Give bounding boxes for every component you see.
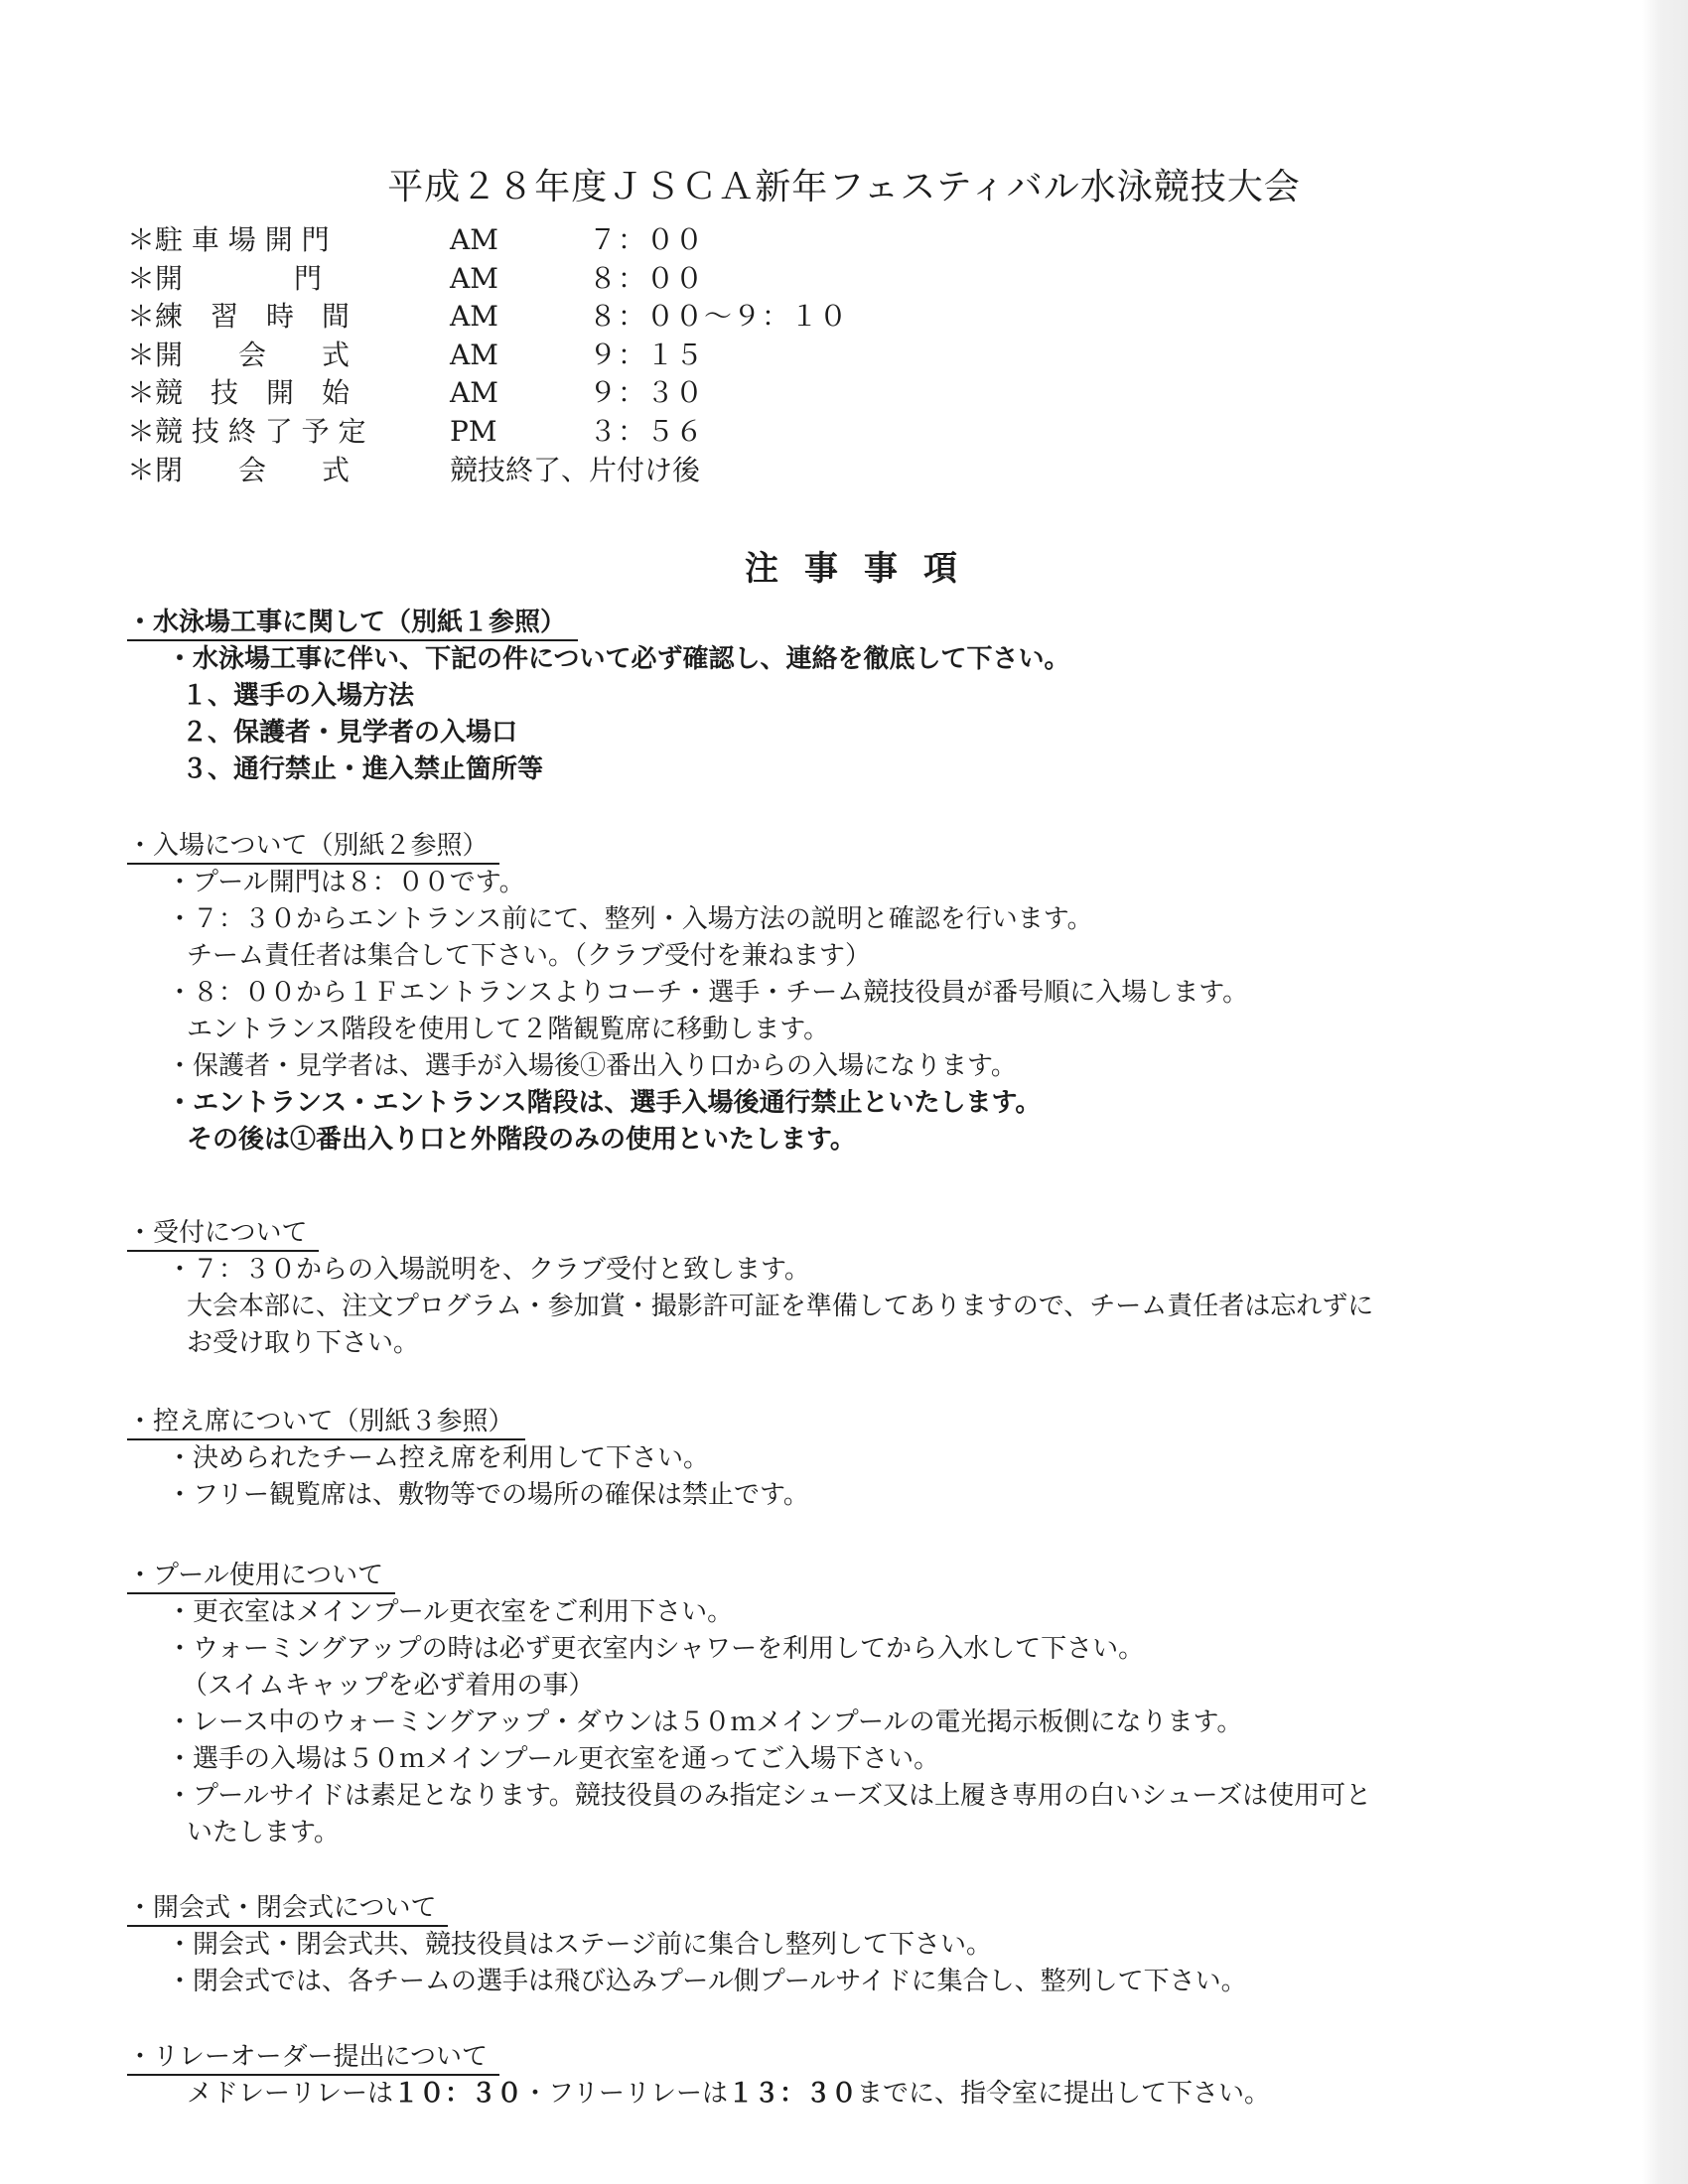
section-line: ・プール開門は８：００です。 <box>167 868 525 897</box>
schedule-time: ８：００ <box>589 261 705 295</box>
relay-text: ・フリーリレーは <box>522 2079 728 2109</box>
schedule-row <box>127 298 1021 337</box>
schedule-note: 競技終了、片付け後 <box>450 453 701 486</box>
schedule-ampm: AM <box>450 376 498 410</box>
section-pool-use <box>127 1559 1371 1851</box>
section-title: ・控え席について（別紙３参照） <box>127 1405 525 1440</box>
schedule-label: ＊競 技 開 始 <box>127 376 351 410</box>
relay-text: メドレーリレーは <box>187 2079 394 2109</box>
section-line: ・選手の入場は５０ｍメインプール更衣室を通ってご入場下さい。 <box>167 1744 940 1774</box>
schedule-ampm: AM <box>450 338 498 371</box>
schedule-row <box>127 221 1021 260</box>
section-line: ・７：３０からエントランス前にて、整列・入場方法の説明と確認を行います。 <box>167 904 1093 934</box>
schedule-ampm: AM <box>450 261 498 295</box>
relay-medley-time: １０：３０ <box>393 2079 523 2109</box>
schedule-ampm: PM <box>450 414 497 448</box>
section-ceremonies <box>127 1891 1247 2000</box>
section-line: ・８：００から１Ｆエントランスよりコーチ・選手・チーム競技役員が番号順に入場します。 <box>167 978 1249 1008</box>
schedule-row <box>127 452 1021 490</box>
section-line: ・決められたチーム控え席を利用して下さい。 <box>167 1443 710 1473</box>
relay-text: までに、指令室に提出して下さい。 <box>857 2079 1271 2109</box>
section-line: エントランス階段を使用して２階観覧席に移動します。 <box>187 1015 830 1044</box>
schedule-label: ＊開 会 式 <box>127 338 351 371</box>
schedule-row <box>127 337 1021 375</box>
section-entry <box>127 829 1248 1159</box>
schedule-time: ９：１５ <box>589 338 705 371</box>
schedule-list <box>127 221 1021 489</box>
section-title: ・受付について <box>127 1216 319 1252</box>
section-line: ３、通行禁止・進入禁止箇所等 <box>182 754 544 784</box>
section-line: ・開会式・閉会式共、競技役員はステージ前に集合し整列して下さい。 <box>167 1930 992 1960</box>
schedule-label: ＊閉 会 式 <box>127 453 351 486</box>
section-reception <box>127 1216 1373 1362</box>
section-reserved-seats <box>127 1405 809 1514</box>
schedule-row <box>127 374 1021 413</box>
schedule-label: ＊駐 車 場 開 門 <box>127 223 330 256</box>
section-line: ・エントランス・エントランス階段は、選手入場後通行禁止といたします。 <box>167 1088 1042 1118</box>
schedule-row <box>127 413 1021 452</box>
schedule-row <box>127 260 1021 299</box>
schedule-label: ＊競 技 終 了 予 定 <box>127 414 366 448</box>
schedule-time: ９：３０ <box>589 376 705 410</box>
schedule-ampm: AM <box>450 223 498 256</box>
section-line: ・フリー観覧席は、敷物等での場所の確保は禁止です。 <box>167 1480 809 1510</box>
schedule-time: ３：５６ <box>589 414 705 448</box>
section-line: ・閉会式では、各チームの選手は飛び込みプール側プールサイドに集合し、整列して下さい。 <box>167 1967 1247 1996</box>
section-line: １、選手の入場方法 <box>182 681 415 711</box>
section-line: ・プールサイドは素足となります。競技役員のみ指定シューズ又は上履き専用の白いシューズは使用可と <box>167 1781 1372 1811</box>
schedule-time: ８：００～９：１０ <box>589 300 849 334</box>
section-title: ・入場について（別紙２参照） <box>127 829 499 865</box>
section-line: ・保護者・見学者は、選手が入場後①番出入り口からの入場になります。 <box>167 1051 1017 1081</box>
section-line: ・７：３０からの入場説明を、クラブ受付と致します。 <box>167 1255 810 1285</box>
section-line: ・レース中のウォーミングアップ・ダウンは５０ｍメインプールの電光掲示板側になります。 <box>167 1707 1243 1737</box>
section-title: ・プール使用について <box>127 1559 395 1594</box>
schedule-label: ＊開 門 <box>127 261 323 295</box>
section-title: ・リレーオーダー提出について <box>127 2040 499 2076</box>
section-title: ・開会式・閉会式について <box>127 1891 448 1927</box>
schedule-ampm: AM <box>450 300 498 334</box>
relay-deadline-line <box>127 2076 1270 2113</box>
section-line: ・更衣室はメインプール更衣室をご利用下さい。 <box>167 1597 734 1627</box>
page-edge-shadow <box>1642 0 1688 2184</box>
section-line: ・ウォーミングアップの時は必ず更衣室内シャワーを利用してから入水して下さい。 <box>167 1634 1145 1664</box>
section-relay-order <box>127 2040 1270 2113</box>
section-line: 大会本部に、注文プログラム・参加賞・撮影許可証を準備してありますので、チーム責任者は忘れずに <box>187 1292 1374 1321</box>
notice-heading: 注事事項 <box>745 549 983 589</box>
document-title: 平成２８年度ＪＳＣＡ新年フェスティバル水泳競技大会 <box>387 167 1301 207</box>
section-line: （スイムキャップを必ず着用の事） <box>182 1671 595 1701</box>
relay-free-time: １３：３０ <box>728 2079 858 2109</box>
section-title: ・水泳場工事に関して（別紙１参照） <box>127 606 578 641</box>
section-line: ２、保護者・見学者の入場口 <box>182 718 518 748</box>
section-line: その後は①番出入り口と外階段のみの使用といたします。 <box>187 1125 856 1155</box>
section-line: ・水泳場工事に伴い、下記の件について必ず確認し、連絡を徹底して下さい。 <box>167 644 1070 674</box>
schedule-time: ７：００ <box>589 223 705 256</box>
section-line: チーム責任者は集合して下さい。（クラブ受付を兼ねます） <box>187 941 872 971</box>
section-line: いたします。 <box>187 1818 340 1847</box>
section-line: お受け取り下さい。 <box>187 1328 420 1358</box>
schedule-label: ＊練 習 時 間 <box>127 300 351 334</box>
section-construction <box>127 606 1069 788</box>
